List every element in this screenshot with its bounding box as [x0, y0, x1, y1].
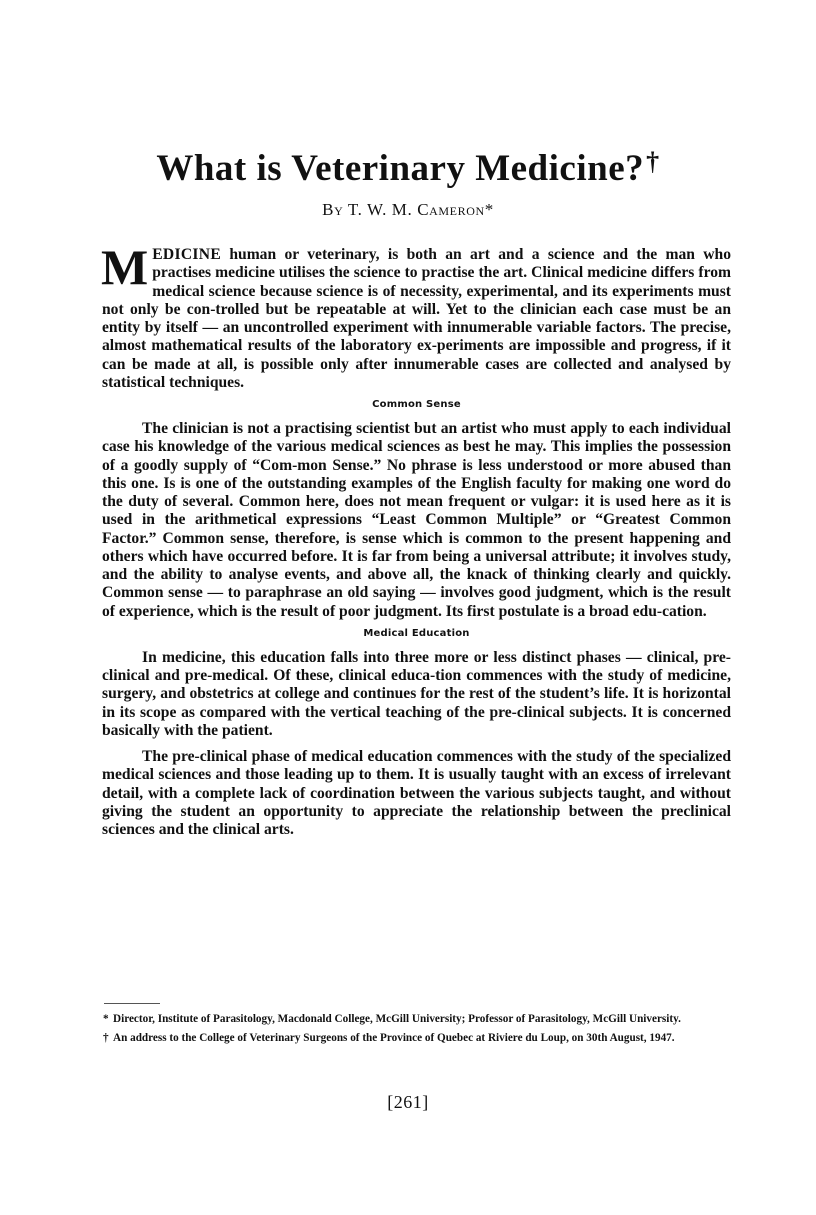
article-body: [101, 239, 731, 839]
footnote-text: Director, Institute of Parasitology, Macdonald College, McGill University; Professor of Parasitology, McGill University.: [113, 1013, 681, 1025]
footnotes: [103, 1013, 733, 1050]
article-title: [0, 138, 816, 193]
footnote-author: [103, 1013, 733, 1026]
author-byline: By T. W. M. Cameron*: [322, 200, 494, 219]
title-dagger-mark: †: [646, 147, 660, 176]
medical-education-paragraph-1: In medicine, this education falls into three more or less distinct phases — clinical, pre-clinical and pre-medical. Of these, clinical educa-tion commences with the study of medicine, surgery, and obstetrics at college and continues for the rest of the student’s life. It is horizontal in its scope as compared with the vertical teaching of the pre-clinical subjects. It is concerned basically with the patient.: [102, 648, 731, 739]
section-heading-common-sense: Common Sense: [372, 399, 461, 410]
footnote-mark: *: [103, 1013, 109, 1025]
intro-paragraph: [101, 239, 731, 392]
section-heading-medical-education: Medical Education: [363, 627, 470, 639]
drop-cap: M: [101, 239, 149, 295]
lead-word: EDICINE: [152, 246, 222, 263]
footnote-text: An address to the College of Veterinary Surgeons of the Province of Quebec at Riviere du Loup, on 30th August, 1947.: [113, 1031, 675, 1044]
page-number: [261]: [387, 1092, 429, 1112]
footnote-mark: †: [103, 1031, 109, 1044]
medical-education-paragraph-2: The pre-clinical phase of medical education commences with the study of the specialized medical sciences and those leading up to them. It is usually taught with an excess of irrelevant detail, with a complete lack of coordination between the various subjects taught, and without giving the student an opportunity to appreciate the relationship between the preclinical sciences and the clinical arts.: [102, 748, 731, 838]
footnote-divider: [104, 1003, 160, 1004]
footnote-address: [103, 1032, 733, 1045]
common-sense-paragraph: The clinician is not a practising scientist but an artist who must apply to each individual case his knowledge of the various medical sciences as best he may. This implies the possession of a goodly supply of “Com-mon Sense.” No phrase is less understood or more abused than this one. Is is one of the outstanding examples of the English faculty for making one word do the duty of several. Common here, does not mean frequent or vulgar: it is used here as it is used in the arithmetical expressions “Least Common Multiple” or “Greatest Common Factor.” Common sense, therefore, is sense which is common to the present happening and others which have occurred before. It is far from being a universal attribute; it involves study, and the ability to analyse events, and above all, the knack of thinking clearly and quickly. Common sense — to paraphrase an old saying — involves good judgment, which is the result of experience, which is the result of poor judgment. Its first postulate is a broad edu-cation.: [102, 420, 731, 620]
article-title-text: What is Veterinary Medicine?: [156, 148, 645, 189]
intro-text: human or veterinary, is both an art and a science and the man who practises medicine utilises the science to practise the art. Clinical medicine differs from medical science because science is of necessity, experimental, and its experiments must not only be con-trolled but be repeatable at will. Yet to the clinician each case must be an entity by itself — an uncontrolled experiment with innumerable variable factors. The precise, almost mathematical results of the laboratory ex-periments are impossible and progress, if it can be made at all, is possible only after innumerable cases are collected and analysed by statistical techniques.: [102, 246, 731, 391]
